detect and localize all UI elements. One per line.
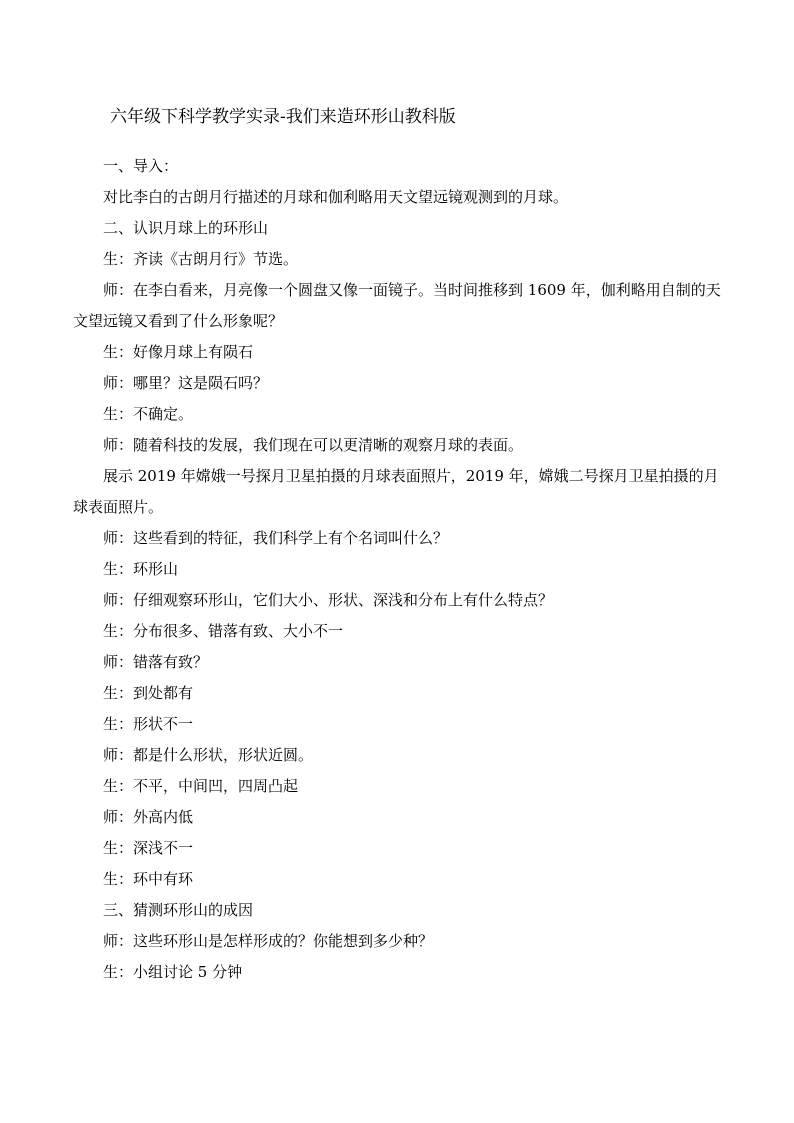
dialogue-line: 师：外高内低 (103, 808, 194, 826)
dialogue-line: 师：这些环形山是怎样形成的？你能想到多少种？ (103, 932, 434, 950)
paragraph: 展示 2019 年嫦娥一号探月卫星拍摄的月球表面照片，2019 年，嫦娥二号探月卫星拍摄的月球表面照片。 (73, 467, 719, 516)
dialogue-line: 师：哪里？这是陨石吗？ (103, 374, 269, 392)
dialogue-line: 师：错落有致？ (103, 653, 209, 671)
dialogue-line: 生：小组讨论 5 分钟 (103, 963, 243, 981)
dialogue-line: 生：形状不一 (103, 715, 194, 733)
document-title: 六年级下科学教学实录-我们来造环形山教科版 (110, 107, 456, 127)
section-heading-intro: 一、导入： (103, 157, 179, 175)
dialogue-line: 生：分布很多、错落有致、大小不一 (103, 622, 344, 640)
dialogue-line: 师：随着科技的发展，我们现在可以更清晰的观察月球的表面。 (103, 436, 524, 454)
dialogue-line: 生：环形山 (103, 560, 179, 578)
section-heading-craters: 二、认识月球上的环形山 (103, 219, 269, 237)
dialogue-line: 生：齐读《古朗月行》节选。 (103, 250, 299, 268)
dialogue-line: 生：到处都有 (103, 684, 194, 702)
dialogue-line: 师：仔细观察环形山，它们大小、形状、深浅和分布上有什么特点？ (103, 591, 554, 609)
dialogue-line: 生：不平，中间凹，四周凸起 (103, 777, 299, 795)
dialogue-line: 师：在李白看来，月亮像一个圆盘又像一面镜子。当时间推移到 1609 年，伽利略用自制的天文望远镜又看到了什么形象呢？ (73, 281, 721, 330)
section-heading-causes: 三、猜测环形山的成因 (103, 901, 254, 919)
dialogue-line: 生：深浅不一 (103, 839, 194, 857)
dialogue-line: 师：这些看到的特征，我们科学上有个名词叫什么？ (103, 529, 449, 547)
dialogue-line: 生：好像月球上有陨石 (103, 343, 254, 361)
document-body (73, 151, 725, 988)
dialogue-line: 师：都是什么形状，形状近圆。 (103, 746, 314, 764)
paragraph: 对比李白的古朗月行描述的月球和伽利略用天文望远镜观测到的月球。 (103, 188, 569, 206)
dialogue-line: 生：不确定。 (103, 405, 194, 423)
dialogue-line: 生：环中有环 (103, 870, 194, 888)
